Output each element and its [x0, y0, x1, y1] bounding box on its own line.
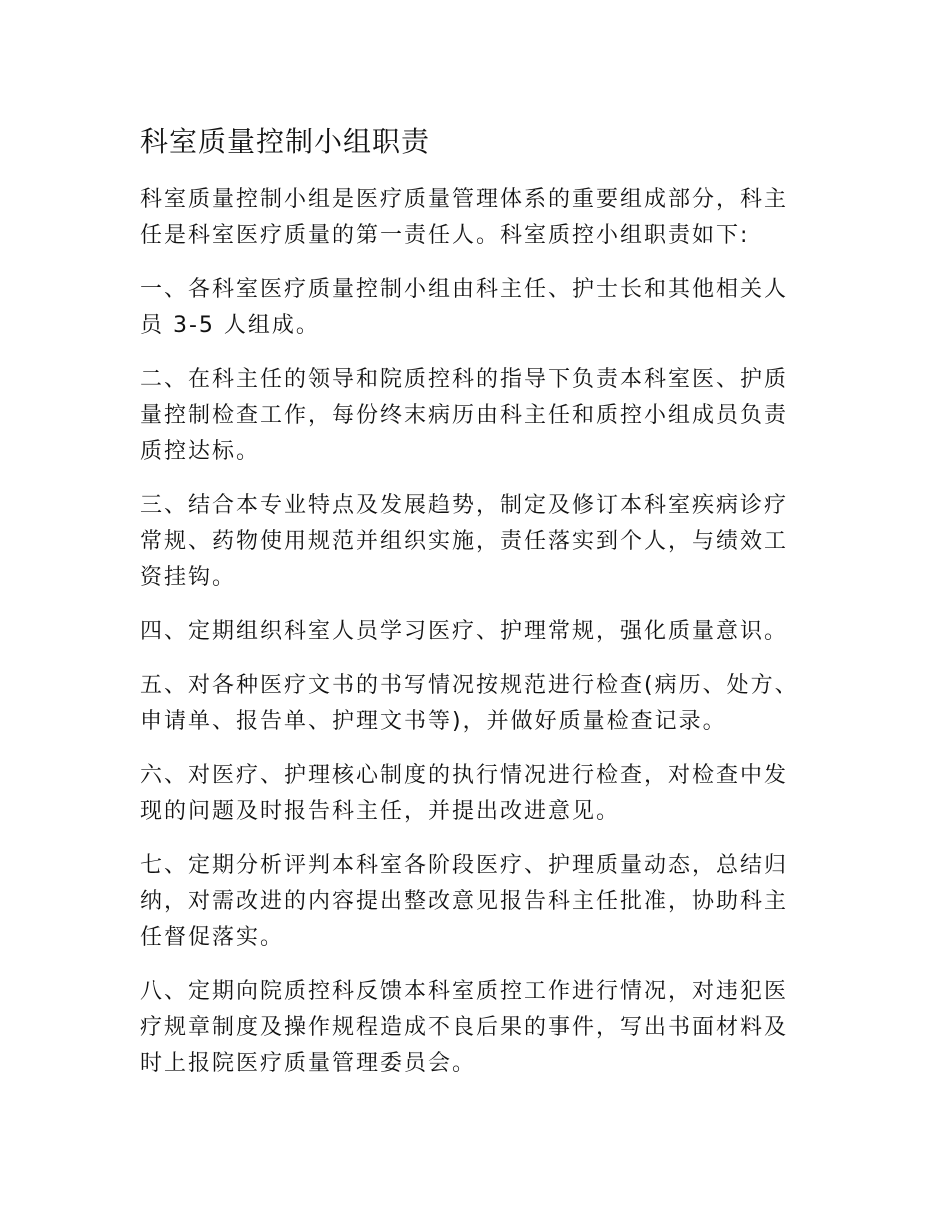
document-page	[140, 118, 810, 1100]
duty-item-3: 三、结合本专业特点及发展趋势，制定及修订本科室疾病诊疗常规、药物使用规范并组织实施，责任落实到个人，与绩效工资挂钩。	[140, 493, 789, 590]
page-title: 科室质量控制小组职责	[140, 125, 431, 158]
duty-item-2: 二、在科主任的领导和院质控科的指导下负责本科室医、护质量控制检查工作，每份终末病历由科主任和质控小组成员负责质控达标。	[140, 367, 789, 464]
duty-item-4: 四、定期组织科室人员学习医疗、护理常规，强化质量意识。	[140, 619, 789, 644]
duty-item-7: 七、定期分析评判本科室各阶段医疗、护理质量动态，总结归纳，对需改进的内容提出整改意见报告科主任批准，协助科主任督促落实。	[140, 853, 789, 950]
duty-item-6: 六、对医疗、护理核心制度的执行情况进行检查，对检查中发现的问题及时报告科主任，并提出改进意见。	[140, 763, 789, 824]
duty-item-1: 一、各科室医疗质量控制小组由科主任、护士长和其他相关人员 3-5 人组成。	[140, 277, 789, 338]
duty-item-8: 八、定期向院质控科反馈本科室质控工作进行情况，对违犯医疗规章制度及操作规程造成不良后果的事件，写出书面材料及时上报院医疗质量管理委员会。	[140, 979, 789, 1076]
duty-item-5: 五、对各种医疗文书的书写情况按规范进行检查(病历、处方、申请单、报告单、护理文书等)，并做好质量检查记录。	[140, 673, 799, 734]
intro-paragraph: 科室质量控制小组是医疗质量管理体系的重要组成部分，科主任是科室医疗质量的第一责任人。科室质控小组职责如下:	[140, 187, 789, 248]
